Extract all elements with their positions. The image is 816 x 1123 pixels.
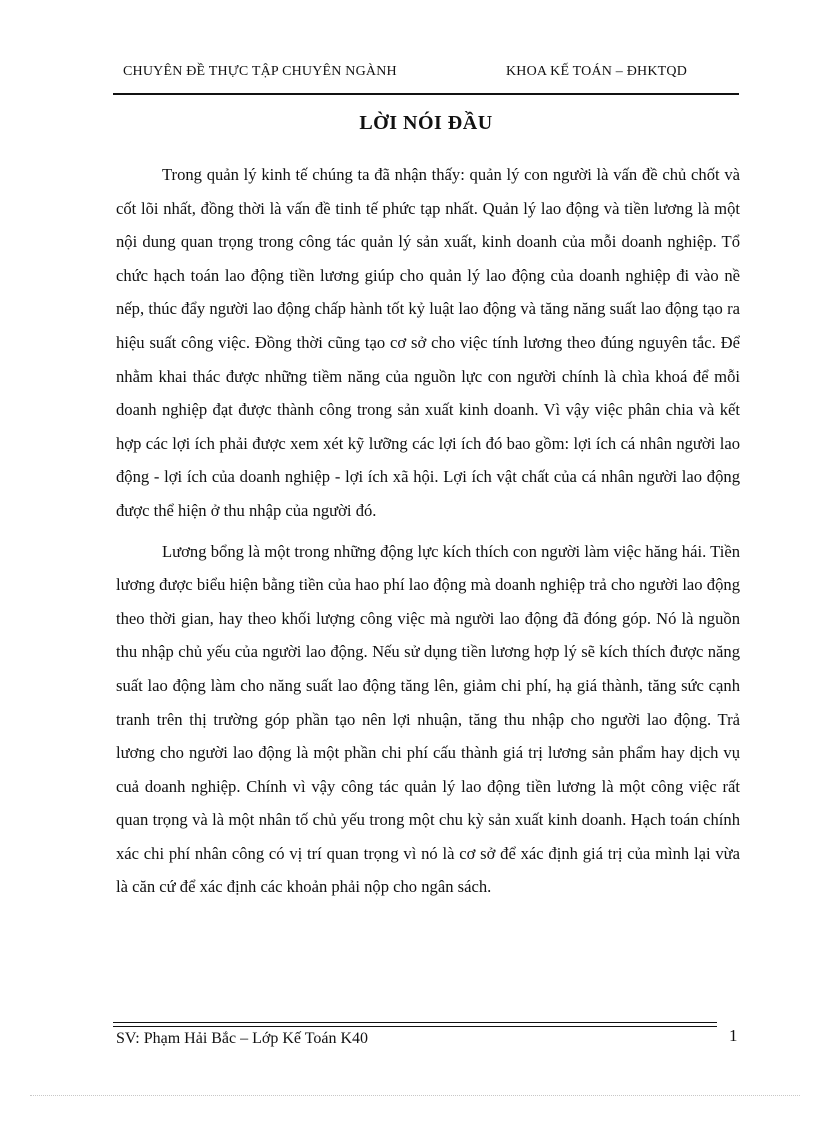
header-course-title: CHUYÊN ĐỀ THỰC TẬP CHUYÊN NGÀNH	[123, 64, 397, 79]
page-number: 1	[729, 1026, 738, 1045]
page-edge-dotted-line	[30, 1095, 800, 1096]
paragraph-2: Lương bổng là một trong những động lực kích thích con người làm việc hăng hái. Tiền lương được biểu hiện bằng tiền của hao phí lao động mà doanh nghiệp trả cho người lao động theo thời gian, hay theo khối lượng công việc mà người lao động đã đóng góp. Nó là nguồn thu nhập chủ yếu của người lao động. Nếu sử dụng tiền lương hợp lý sẽ kích thích được năng suất lao động làm cho năng suất lao động tăng lên, giảm chi phí, hạ giá thành, tăng sức cạnh tranh trên thị trường góp phần tạo nên lợi nhuận, tăng thu nhập cho người lao động. Trả lương cho người lao động là một phần chi phí cấu thành giá trị lương sản phẩm hay dịch vụ cuả doanh nghiệp. Chính vì vậy công tác quản lý lao động tiền lương là một công việc rất quan trọng và là một nhân tố chủ yếu trong một chu kỳ sản xuất kinh doanh. Hạch toán chính xác chi phí nhân công có vị trí quan trọng vì nó là cơ sở để xác định giá trị của mình lại vừa là căn cứ để xác định các khoản phải nộp cho ngân sách.	[116, 541, 740, 897]
document-body	[116, 158, 740, 904]
footer-student-info: SV: Phạm Hải Bắc – Lớp Kế Toán K40	[116, 1030, 369, 1047]
document-title: LỜI NÓI ĐẦU	[359, 112, 493, 134]
paragraph-1: Trong quản lý kinh tế chúng ta đã nhận thấy: quản lý con người là vấn đề chủ chốt và cốt lõi nhất, đồng thời là vấn đề tinh tế phức tạp nhất. Quản lý lao động và tiền lương là một nội dung quan trọng trong công tác quản lý sản xuất, kinh doanh của mỗi doanh nghiệp. Tổ chức hạch toán lao động tiền lương giúp cho quản lý lao động của doanh nghiệp đi vào nề nếp, thúc đẩy người lao động chấp hành tốt kỷ luật lao động và tăng năng suất lao động tạo ra hiệu suất công việc. Đồng thời cũng tạo cơ sở cho việc tính lương theo đúng nguyên tắc. Để nhằm khai thác được những tiềm năng của nguồn lực con người chính là chìa khoá để mỗi doanh nghiệp đạt được thành công trong sản xuất kinh doanh. Vì vậy việc phân chia và kết hợp các lợi ích phải được xem xét kỹ lưỡng các lợi ích đó bao gồm: lợi ích cá nhân người lao động - lợi ích của doanh nghiệp - lợi ích xã hội. Lợi ích vật chất của cá nhân người lao động được thể hiện ở thu nhập của người đó.	[116, 165, 740, 520]
header-faculty: KHOA KẾ TOÁN – ĐHKTQD	[506, 64, 688, 79]
footer-divider-top	[113, 1022, 717, 1023]
footer-divider-bottom	[113, 1026, 717, 1027]
header-divider	[113, 93, 739, 95]
